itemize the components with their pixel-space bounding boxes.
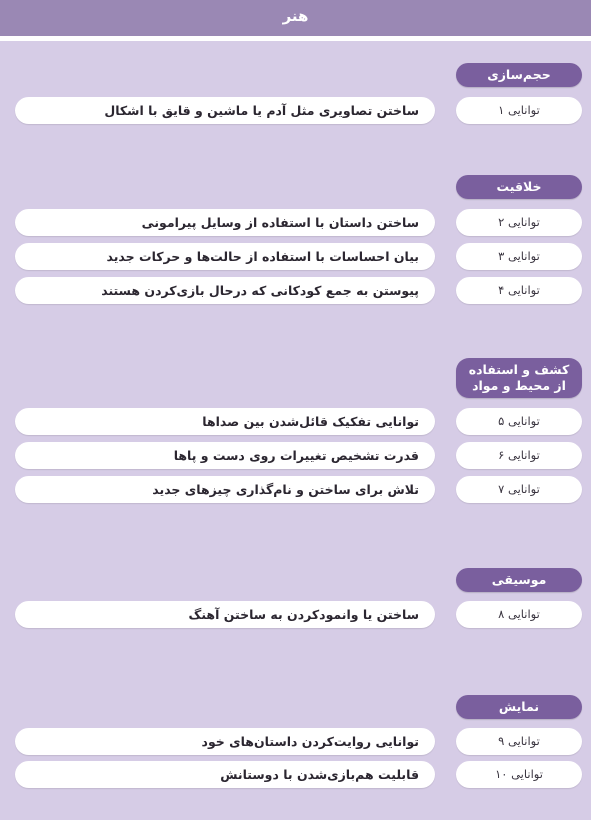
item-label: توانایی ۶: [456, 442, 582, 469]
section-label-volume: حجم‌سازی: [456, 63, 582, 87]
item-text: قدرت تشخیص تغییرات روی دست و پاها: [15, 442, 435, 469]
list-item: [0, 277, 591, 305]
item-text: ساختن داستان با استفاده از وسایل پیرامونی: [15, 209, 435, 236]
section-label-line: از محیط و مواد: [472, 378, 566, 393]
list-item: [0, 243, 591, 271]
item-text: قابلیت هم‌بازی‌شدن با دوستانش: [15, 761, 435, 788]
item-text: توانایی تفکیک قائل‌شدن بین صداها: [15, 408, 435, 435]
item-text: پیوستن به جمع کودکانی که درحال بازی‌کردن هستند: [15, 277, 435, 304]
list-item: [0, 476, 591, 504]
item-text: ساختن یا وانمودکردن به ساختن آهنگ: [15, 601, 435, 628]
list-item: [0, 601, 591, 629]
list-item: [0, 728, 591, 756]
list-item: [0, 209, 591, 237]
item-text: ساختن تصاویری مثل آدم یا ماشین و قایق با اشکال: [15, 97, 435, 124]
item-label: توانایی ۲: [456, 209, 582, 236]
item-text: بیان احساسات با استفاده از حالت‌ها و حرکات جدید: [15, 243, 435, 270]
section-label-exploration: [456, 358, 582, 398]
item-label: توانایی ۸: [456, 601, 582, 628]
item-label: توانایی ۷: [456, 476, 582, 503]
item-label: توانایی ۳: [456, 243, 582, 270]
item-label: توانایی ۵: [456, 408, 582, 435]
item-label: توانایی ۴: [456, 277, 582, 304]
section-label-creativity: خلاقیت: [456, 175, 582, 199]
section-label-music: موسیقی: [456, 568, 582, 592]
list-item: [0, 97, 591, 125]
list-item: [0, 761, 591, 789]
item-text: تلاش برای ساختن و نام‌گذاری چیزهای جدید: [15, 476, 435, 503]
item-label: توانایی ۱: [456, 97, 582, 124]
section-label-line: کشف و استفاده: [468, 362, 570, 377]
item-text: توانایی روایت‌کردن داستان‌های خود: [15, 728, 435, 755]
list-item: [0, 408, 591, 436]
list-item: [0, 442, 591, 470]
page-header: [0, 0, 591, 36]
section-label-performance: نمایش: [456, 695, 582, 719]
item-label: توانایی ۹: [456, 728, 582, 755]
item-label: توانایی ۱۰: [456, 761, 582, 788]
page-title: هنر: [282, 7, 309, 25]
